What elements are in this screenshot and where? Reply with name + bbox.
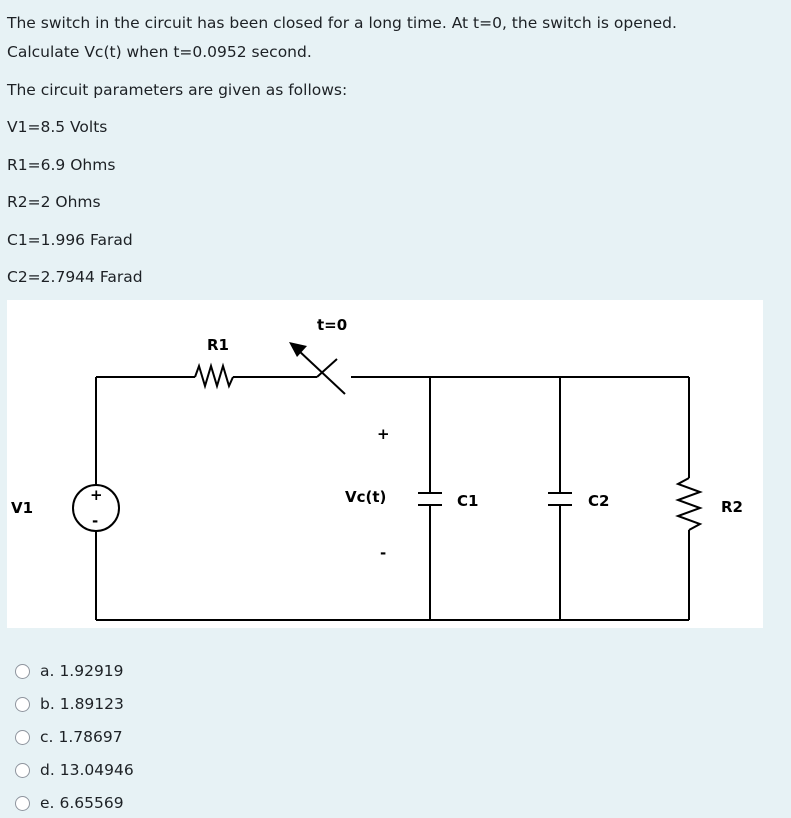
answer-option-d[interactable]	[15, 759, 134, 781]
v1-label: V1	[11, 499, 34, 517]
answer-option-b[interactable]	[15, 693, 124, 715]
resistor-r1	[195, 366, 233, 386]
radio-a[interactable]	[15, 664, 30, 679]
source-plus-label: +	[90, 486, 103, 504]
answer-option-a[interactable]	[15, 660, 124, 682]
answer-option-e[interactable]	[15, 792, 124, 814]
radio-e[interactable]	[15, 796, 30, 811]
answer-value-b: 1.89123	[59, 695, 124, 713]
c2-label: C2	[588, 492, 610, 510]
resistor-r2	[678, 478, 700, 530]
vc-label: Vc(t)	[345, 488, 387, 506]
question-line-1: The switch in the circuit has been closed for a long time. At t=0, the switch is opened.	[7, 14, 677, 32]
radio-c[interactable]	[15, 730, 30, 745]
vc-plus-label: +	[377, 425, 390, 443]
answer-letter-d: d.	[40, 761, 55, 779]
param-r2: R2=2 Ohms	[7, 193, 101, 211]
answer-value-c: 1.78697	[58, 728, 123, 746]
answer-letter-e: e.	[40, 794, 55, 812]
answer-letter-b: b.	[40, 695, 55, 713]
answer-option-c[interactable]	[15, 726, 123, 748]
switch-contact	[317, 359, 337, 377]
answer-letter-a: a.	[40, 662, 55, 680]
radio-b[interactable]	[15, 697, 30, 712]
param-c2: C2=2.7944 Farad	[7, 268, 143, 286]
params-intro: The circuit parameters are given as follows:	[7, 81, 348, 99]
r1-label: R1	[207, 336, 229, 354]
param-c1: C1=1.996 Farad	[7, 231, 133, 249]
answer-value-e: 6.65569	[59, 794, 124, 812]
radio-d[interactable]	[15, 763, 30, 778]
source-minus-label: -	[92, 512, 99, 530]
param-r1: R1=6.9 Ohms	[7, 156, 116, 174]
answer-value-d: 13.04946	[59, 761, 134, 779]
circuit-svg	[7, 300, 763, 628]
vc-minus-label: -	[380, 544, 387, 562]
question-line-2: Calculate Vc(t) when t=0.0952 second.	[7, 43, 312, 61]
r2-label: R2	[721, 498, 743, 516]
answer-value-a: 1.92919	[59, 662, 124, 680]
c1-label: C1	[457, 492, 479, 510]
answer-letter-c: c.	[40, 728, 54, 746]
param-v1: V1=8.5 Volts	[7, 118, 108, 136]
switch-label: t=0	[317, 316, 348, 334]
circuit-diagram	[7, 300, 763, 628]
